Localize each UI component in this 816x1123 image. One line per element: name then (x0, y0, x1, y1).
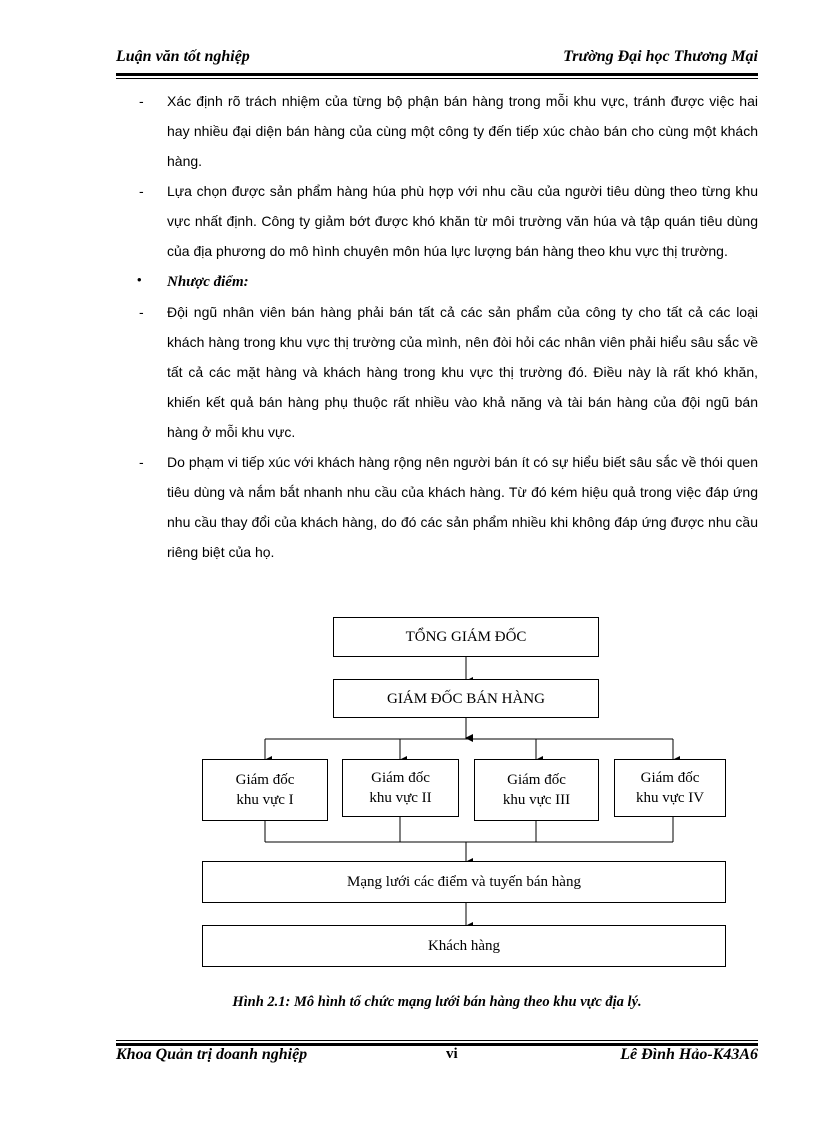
customers-label: Khách hàng (427, 938, 501, 954)
customers-box (202, 925, 726, 967)
bullet-icon: • (137, 272, 142, 287)
sales-director-box (333, 679, 599, 718)
ceo-box (333, 617, 599, 657)
list-item-text: Lựa chọn được sản phẩm hàng húa phù hợp với nhu cầu của người tiêu dùng theo từng khu vực nhất định. Công ty giảm bớt được khó khăn từ môi trường văn húa và tập quán tiêu dùng của địa phương do mô hình chuyên môn húa lực lượng bán hàng theo khu vực thị trường. (167, 183, 758, 259)
footer-right-text: Lê Đình Hảo-K43A6 (620, 1046, 758, 1063)
ceo-label: TỔNG GIÁM ĐỐC (405, 629, 527, 645)
region-2-box (342, 759, 459, 817)
list-item-text: Đội ngũ nhân viên bán hàng phải bán tất cả các sản phẩm của công ty cho tất cả các loại khách hàng trong khu vực thị trường của mình, nên đòi hỏi các nhân viên phải hiểu sâu sắc về tất cả các mặt hàng và khách hàng trong khu vực thị trường đó. Điều này là rất khó khăn, khiến kết quả bán hàng phụ thuộc rất nhiều vào khả năng và tài bán hàng của đội ngũ bán hàng ở mỗi khu vực. (167, 304, 758, 440)
region-3-box (474, 759, 599, 821)
figure-caption: Hình 2.1: Mô hình tổ chức mạng lưới bán hàng theo khu vực địa lý. (232, 994, 642, 1010)
region-1-label: Giám đốc khu vực I (235, 772, 295, 808)
footer-rule-thin (116, 1040, 758, 1041)
dash-marker: - (139, 93, 144, 109)
header-left-text: Luận văn tốt nghiệp (116, 48, 250, 65)
sales-director-label: GIÁM ĐỐC BÁN HÀNG (387, 690, 545, 707)
section-heading-text: Nhược điểm: (167, 274, 249, 290)
region-2-label: Giám đốc khu vực II (369, 770, 432, 806)
header-right-text: Trường Đại học Thương Mại (563, 48, 758, 65)
region-3-label: Giám đốc khu vực III (502, 772, 571, 808)
dash-marker: - (139, 304, 144, 320)
dash-marker: - (139, 454, 144, 470)
footer-left-text: Khoa Quản trị doanh nghiệp (116, 1046, 308, 1063)
dash-marker: - (139, 183, 144, 199)
region-4-label: Giám đốc khu vực IV (635, 770, 705, 806)
region-1-box (202, 759, 328, 821)
page-number: vi (446, 1046, 458, 1062)
list-item-text: Do phạm vi tiếp xúc với khách hàng rộng nên người bán ít có sự hiểu biết sâu sắc về thói quen tiêu dùng và nắm bắt nhanh nhu cầu của khách hàng. Từ đó kém hiệu quả trong việc đáp ứng nhu cầu thay đổi của khách hàng, do đó các sản phẩm nhiều khi không đáp ứng được nhu cầu riêng biệt của họ. (167, 454, 758, 560)
region-4-box (614, 759, 726, 817)
page-footer (116, 1046, 758, 1070)
list-item-text: Xác định rõ trách nhiệm của từng bộ phận bán hàng trong mỗi khu vực, tránh được việc hai hay nhiều đại diện bán hàng của cùng một công ty đến tiếp xúc chào bán cho cùng một khách hàng. (167, 93, 758, 169)
sales-network-box (202, 861, 726, 903)
sales-network-label: Mạng lưới các điểm và tuyến bán hàng (347, 874, 581, 890)
